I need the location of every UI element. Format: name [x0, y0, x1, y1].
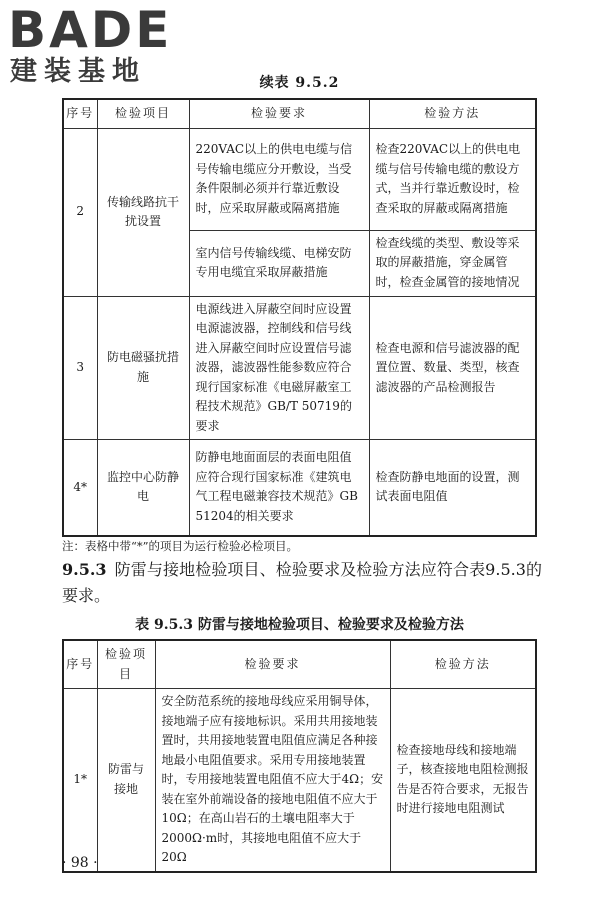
table-row: [63, 128, 536, 230]
section-number: 9.5.3: [62, 560, 107, 579]
row-no: 2: [63, 128, 97, 296]
row-method: 检查电源和信号滤波器的配置位置、数量、类型，核查滤波器的产品检测报告: [369, 296, 536, 440]
row-method: 检查接地母线和接地端子，核查接地电阻检测报告是否符合要求，无报告时进行接地电阻测试: [390, 689, 536, 872]
row-requirement: 220VAC以上的供电电缆与信号传输电缆应分开敷设，当受条件限制必须并行靠近敷设时，应采取屏蔽或隔离措施: [189, 128, 369, 230]
row-requirement: 安全防范系统的接地母线应采用铜导体，接地端子应有接地标识。采用共用接地装置时，共用接地装置电阻值应满足各种接地最小电阻值要求。采用专用接地装置时，专用接地装置电阻值不应大于4Ω；安装在室外前端设备的接地电阻值不应大于10Ω；在高山岩石的土壤电阻率大于2000Ω·m时，其接地电阻值不应大于20Ω: [155, 689, 390, 872]
row-no: 1*: [63, 689, 97, 872]
row-no: 4*: [63, 440, 97, 536]
section-text: 防雷与接地检验项目、检验要求及检验方法应符合表9.5.3的要求。: [62, 560, 542, 605]
section-paragraph: [62, 557, 542, 609]
row-method: 检查线缆的类型、敷设等采取的屏蔽措施，穿金属管时，检查金属管的接地情况: [369, 230, 536, 296]
row-item: 监控中心防静电: [97, 440, 189, 536]
row-item: 防电磁骚扰措施: [97, 296, 189, 440]
header-requirement: 检验要求: [189, 99, 369, 128]
table-row: [63, 689, 536, 872]
row-method: 检查220VAC以上的供电电缆与信号传输电缆的敷设方式，当并行靠近敷设时，检查采取的屏蔽或隔离措施: [369, 128, 536, 230]
logo-sub-text: 建装基地: [10, 56, 146, 87]
table-header-row: [63, 640, 536, 689]
header-no: 序号: [63, 99, 97, 128]
table-header-row: [63, 99, 536, 128]
table-9-5-2-continued: [62, 98, 537, 537]
header-item: 检验项目: [97, 640, 155, 689]
row-item: 防雷与接地: [97, 689, 155, 872]
table-row: [63, 296, 536, 440]
row-requirement: 电源线进入屏蔽空间时应设置电源滤波器，控制线和信号线进入屏蔽空间时应设置信号滤波器，滤波器性能参数应符合现行国家标准《电磁屏蔽室工程技术规范》GB/T 50719的要求: [189, 296, 369, 440]
table-9-5-3: [62, 639, 537, 873]
header-item: 检验项目: [97, 99, 189, 128]
row-no: 3: [63, 296, 97, 440]
header-no: 序号: [63, 640, 97, 689]
header-method: 检验方法: [390, 640, 536, 689]
row-item: 传输线路抗干扰设置: [97, 128, 189, 296]
row-method: 检查防静电地面的设置，测试表面电阻值: [369, 440, 536, 536]
table-note: 注：表格中带“*”的项目为运行检验必检项目。: [62, 539, 299, 553]
header-method: 检验方法: [369, 99, 536, 128]
page-number: · 98 ·: [62, 855, 98, 871]
row-requirement: 室内信号传输线缆、电梯安防专用电缆宜采取屏蔽措施: [189, 230, 369, 296]
header-requirement: 检验要求: [155, 640, 390, 689]
table2-caption: 表 9.5.3 防雷与接地检验项目、检验要求及检验方法: [135, 617, 464, 633]
table1-caption: 续表 9.5.2: [259, 75, 340, 91]
logo-main-text: BADE: [8, 1, 173, 59]
table-row: [63, 440, 536, 536]
row-requirement: 防静电地面面层的表面电阻值应符合现行国家标准《建筑电气工程电磁兼容技术规范》GB 51204的相关要求: [189, 440, 369, 536]
